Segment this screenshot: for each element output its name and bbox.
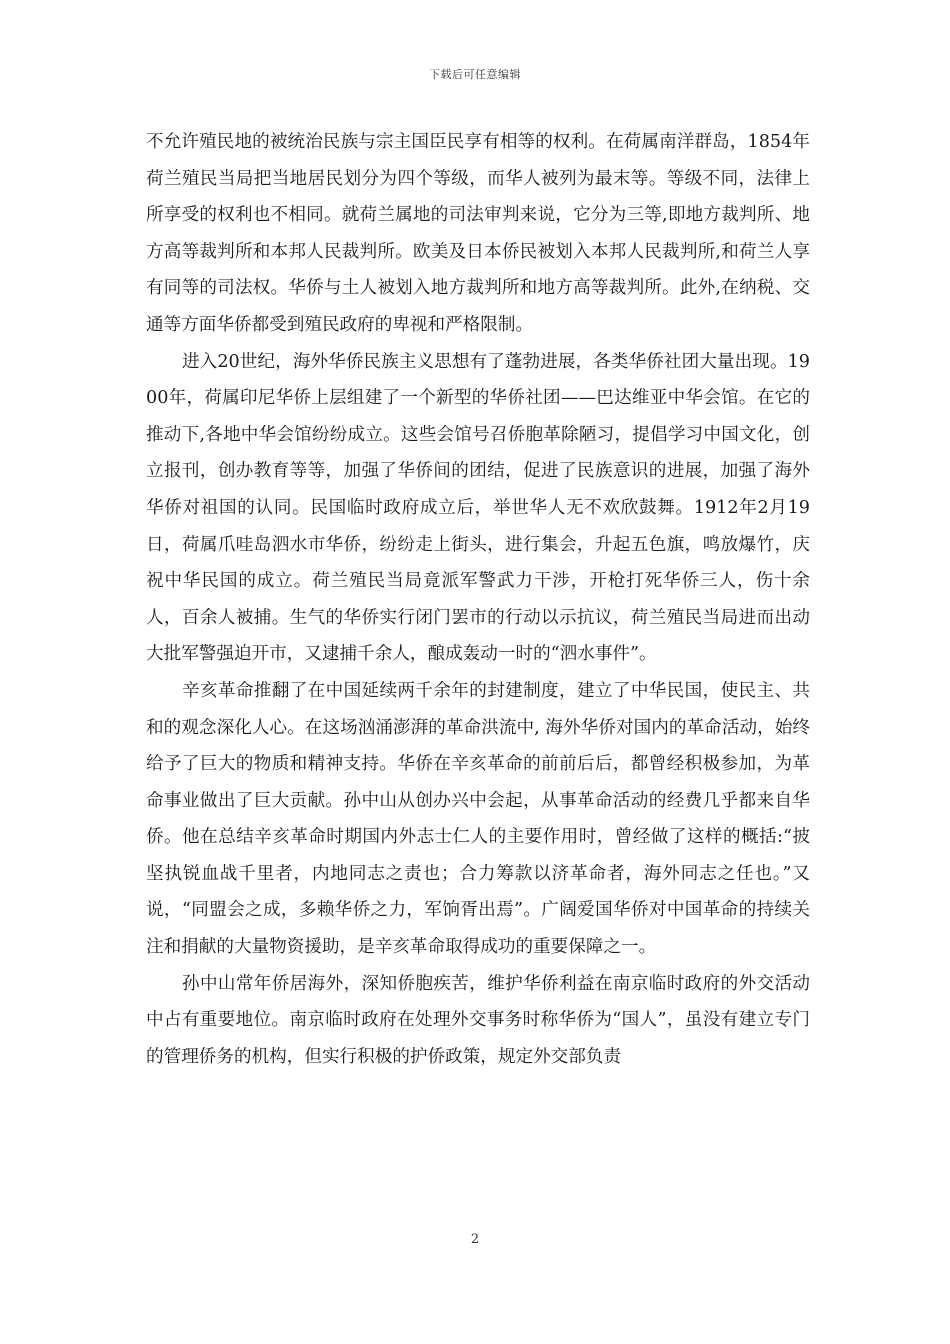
paragraph-1: 不允许殖民地的被统治民族与宗主国臣民享有相等的权利。在荷属南洋群岛，1854年荷兰殖民当局把当地居民划分为四个等级，而华人被列为最末等。等级不同，法律上所享受的权利也不相同。就荷兰属地的司法审判来说，它分为三等,即地方裁判所、地方高等裁判所和本邦人民裁判所。欧美及日本侨民被划入本邦人民裁判所,和荷兰人享有同等的司法权。华侨与土人被划入地方裁判所和地方高等裁判所。此外,在纳税、交通等方面华侨都受到殖民政府的卑视和严格限制。	[146, 132, 810, 335]
page-number: 2	[470, 1232, 480, 1247]
paragraph-2: 进入20世纪，海外华侨民族主义思想有了蓬勃进展，各类华侨社团大量出现。1900年，荷属印尼华侨上层组建了一个新型的华侨社团——巴达维亚中华会馆。在它的推动下,各地中华会馆纷纷成立。这些会馆号召侨胞革除陋习，提倡学习中国文化，创立报刊，创办教育等等，加强了华侨间的团结，促进了民族意识的进展，加强了海外华侨对祖国的认同。民国临时政府成立后，举世华人无不欢欣鼓舞。1912年2月19日，荷属爪哇岛泗水市华侨，纷纷走上街头，进行集会，升起五色旗，鸣放爆竹，庆祝中华民国的成立。荷兰殖民当局竟派军警武力干涉，开枪打死华侨三人，伤十余人，百余人被捕。生气的华侨实行闭门罢市的行动以示抗议，荷兰殖民当局进而出动大批军警强迫开市，又逮捕千余人，酿成轰动一时的“泗水事件”。	[146, 351, 810, 665]
paragraph-4: 孙中山常年侨居海外，深知侨胞疾苦，维护华侨利益在南京临时政府的外交活动中占有重要地位。南京临时政府在处理外交事务时称华侨为“国人”，虽没有建立专门的管理侨务的机构，但实行积极的护侨政策，规定外交部负责	[146, 973, 810, 1067]
document-body	[146, 124, 810, 1075]
paragraph-3: 辛亥革命推翻了在中国延续两千余年的封建制度，建立了中华民国，使民主、共和的观念深化人心。在这场汹涌澎湃的革命洪流中, 海外华侨对国内的革命活动，始终给予了巨大的物质和精神支持。华侨在辛亥革命的前前后后，都曾经积极参加，为革命事业做出了巨大贡献。孙中山从创办兴中会起，从事革命活动的经费几乎都来自华侨。他在总结辛亥革命时期国内外志士仁人的主要作用时，曾经做了这样的概括:“披坚执锐血战千里者，内地同志之责也；合力筹款以济革命者，海外同志之任也。”又说，“同盟会之成，多赖华侨之力，军饷胥出焉”。广阔爱国华侨对中国革命的持续关注和捐献的大量物资援助，是辛亥革命取得成功的重要保障之一。	[146, 680, 810, 958]
page-header: 下载后可任意编辑	[429, 68, 521, 81]
